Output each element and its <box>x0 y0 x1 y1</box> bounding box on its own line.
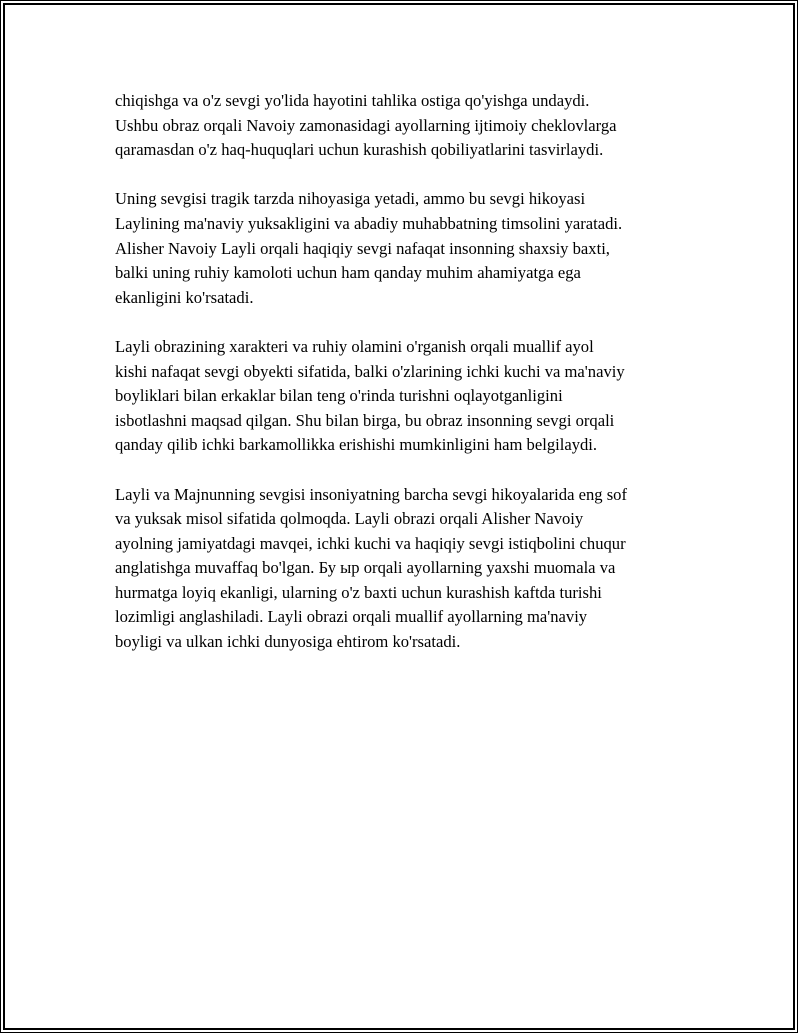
text-line: Uning sevgisi tragik tarzda nihoyasiga yetadi, ammo bu sevgi hikoyasi <box>115 189 586 209</box>
text-line: balki uning ruhiy kamoloti uchun ham qanday muhim ahamiyatga ega <box>115 263 581 283</box>
text-line: va yuksak misol sifatida qolmoqda. Layli obrazi orqali Alisher Navoiy <box>115 509 584 529</box>
text-line: lozimligi anglashiladi. Layli obrazi orqali muallif ayollarning ma'naviy <box>115 607 588 627</box>
text-line: anglatishga muvaffaq bo'lgan. Бу ыр orqali ayollarning yaxshi muomala va <box>115 558 616 578</box>
text-line: boyligi va ulkan ichki dunyosiga ehtirom ko'rsatadi. <box>115 632 461 652</box>
text-line: chiqishga va o'z sevgi yo'lida hayotini tahlika ostiga qo'yishga undaydi. <box>115 91 590 110</box>
document-body <box>115 89 695 679</box>
text-line: Alisher Navoiy Layli orqali haqiqiy sevgi nafaqat insonning shaxsiy baxti, <box>115 238 610 258</box>
text-line: Ushbu obraz orqali Navoiy zamonasidagi ayollarning ijtimoiy cheklovlarga <box>115 115 617 135</box>
paragraph-2 <box>115 187 695 310</box>
text-line: Layli obrazining xarakteri va ruhiy olamini o'rganish orqali muallif ayol <box>115 336 594 356</box>
text-line: Layli va Majnunning sevgisi insoniyatning barcha sevgi hikoyalarida eng sof <box>115 484 627 504</box>
paragraph-3 <box>115 335 695 458</box>
text-line: boyliklari bilan erkaklar bilan teng o'rinda turishni oqlayotganligini <box>115 386 563 406</box>
text-line: isbotlashni maqsad qilgan. Shu bilan birga, bu obraz insonning sevgi orqali <box>115 410 615 430</box>
text-line: qanday qilib ichki barkamollikka erishishi mumkinligini ham belgilaydi. <box>115 435 598 455</box>
text-line: qaramasdan o'z haq-huquqlari uchun kurashish qobiliyatlarini tasvirlaydi. <box>115 140 604 160</box>
text-line: ayolning jamiyatdagi mavqei, ichki kuchi va haqiqiy sevgi istiqbolini chuqur <box>115 533 626 553</box>
text-line: Laylining ma'naviy yuksakligini va abadiy muhabbatning timsolini yaratadi. <box>115 213 623 233</box>
paragraph-4 <box>115 483 695 655</box>
text-line: hurmatga loyiq ekanligi, ularning o'z baxti uchun kurashish kaftda turishi <box>115 582 602 602</box>
text-line: kishi nafaqat sevgi obyekti sifatida, balki o'zlarining ichki kuchi va ma'naviy <box>115 361 625 381</box>
paragraph-1 <box>115 89 695 163</box>
text-line: ekanligini ko'rsatadi. <box>115 287 254 307</box>
